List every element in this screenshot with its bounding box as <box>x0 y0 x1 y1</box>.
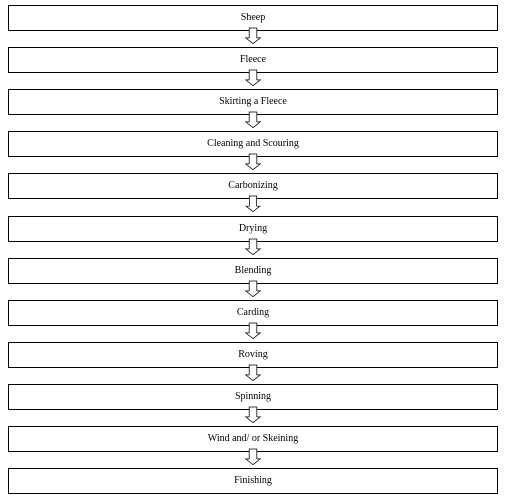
flow-step-label: Spinning <box>234 391 272 402</box>
down-arrow-icon <box>243 28 263 44</box>
down-arrow-shape <box>246 449 260 465</box>
flow-step-box <box>8 468 498 494</box>
down-arrow-shape <box>246 28 260 44</box>
down-arrow-icon <box>243 196 263 212</box>
down-arrow-shape <box>246 70 260 86</box>
flow-step-label: Cleaning and Scouring <box>207 138 299 149</box>
flow-step-label: Finishing <box>234 475 272 486</box>
down-arrow-icon <box>243 323 263 339</box>
down-arrow-icon <box>243 239 263 255</box>
down-arrow-shape <box>246 365 260 381</box>
down-arrow-shape <box>246 112 260 128</box>
flow-step-label: Skirting a Fleece <box>219 96 287 107</box>
down-arrow-icon <box>243 281 263 297</box>
flow-step-label: Drying <box>238 223 268 234</box>
down-arrow-shape <box>246 154 260 170</box>
flow-step-label: Roving <box>238 349 268 360</box>
down-arrow-shape <box>246 196 260 212</box>
down-arrow-icon <box>243 365 263 381</box>
down-arrow-icon <box>243 407 263 423</box>
down-arrow-shape <box>246 239 260 255</box>
flow-step-label: Fleece <box>239 54 267 65</box>
flow-step-label: Wind and/ or Skeining <box>207 433 299 444</box>
down-arrow-icon <box>243 112 263 128</box>
flow-step-label: Blending <box>234 265 272 276</box>
down-arrow-icon <box>243 154 263 170</box>
flow-step-label: Carding <box>236 307 270 318</box>
down-arrow-icon <box>243 449 263 465</box>
flow-step-label: Carbonizing <box>228 180 278 191</box>
down-arrow-shape <box>246 323 260 339</box>
down-arrow-shape <box>246 281 260 297</box>
down-arrow-icon <box>243 70 263 86</box>
down-arrow-shape <box>246 407 260 423</box>
flow-step-label: Sheep <box>240 12 266 23</box>
